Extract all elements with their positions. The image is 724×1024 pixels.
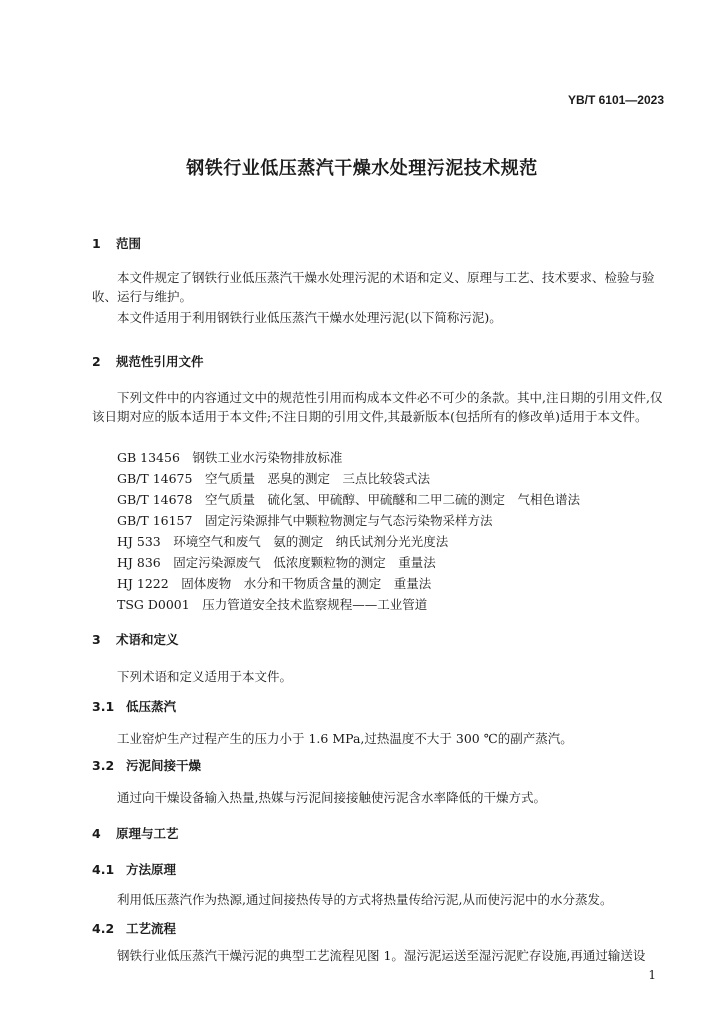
section-4-2-paragraph: 钢铁行业低压蒸汽干燥污泥的典型工艺流程见图 1。湿污泥运送至湿污泥贮存设施,再通过输送设 (117, 948, 646, 963)
section-title: 规范性引用文件 (116, 354, 204, 369)
section-title: 低压蒸汽 (126, 699, 177, 714)
section-2-paragraph-1: 下列文件中的内容通过文中的规范性引用而构成本文件必不可少的条款。其中,注日期的引用文件,仅该日期对应的版本适用于本文件;不注日期的引用文件,其最新版本(包括所有的修改单)适用于本文件。 (92, 390, 663, 424)
reference-item: GB/T 14675 空气质量 恶臭的测定 三点比较袋式法 (117, 471, 430, 486)
section-1-paragraph-2: 本文件适用于利用钢铁行业低压蒸汽干燥水处理污泥(以下简称污泥)。 (117, 310, 502, 325)
reference-item: HJ 1222 固体废物 水分和干物质含量的测定 重量法 (117, 576, 432, 591)
page-number: 1 (648, 968, 656, 982)
section-number: 4.2 (92, 921, 115, 936)
section-2-heading (92, 352, 204, 370)
reference-item: GB 13456 钢铁工业水污染物排放标准 (117, 450, 343, 465)
section-number: 3.2 (92, 758, 115, 773)
section-3-heading (92, 630, 179, 648)
section-4-1-heading (92, 860, 176, 878)
section-title: 原理与工艺 (116, 826, 179, 841)
section-1-paragraph-1: 本文件规定了钢铁行业低压蒸汽干燥水处理污泥的术语和定义、原理与工艺、技术要求、检验与验收、运行与维护。 (92, 270, 655, 304)
reference-item: HJ 533 环境空气和废气 氨的测定 纳氏试剂分光光度法 (117, 534, 449, 549)
section-number: 4 (92, 826, 101, 841)
section-3-1-heading (92, 697, 176, 715)
section-number: 3 (92, 632, 101, 647)
section-number: 4.1 (92, 862, 115, 877)
section-number: 2 (92, 354, 101, 369)
section-title: 术语和定义 (116, 632, 179, 647)
section-3-2-heading (92, 756, 201, 774)
reference-item: TSG D0001 压力管道安全技术监察规程——工业管道 (117, 597, 428, 612)
document-title: 钢铁行业低压蒸汽干燥水处理污泥技术规范 (186, 158, 538, 179)
section-3-paragraph-1: 下列术语和定义适用于本文件。 (117, 669, 293, 684)
section-number: 1 (92, 236, 101, 251)
standard-code: YB/T 6101—2023 (567, 93, 664, 107)
section-1-heading (92, 234, 141, 252)
section-4-1-paragraph: 利用低压蒸汽作为热源,通过间接热传导的方式将热量传给污泥,从而使污泥中的水分蒸发。 (117, 892, 613, 907)
section-title: 工艺流程 (126, 921, 177, 936)
section-4-2-heading (92, 919, 176, 937)
section-3-1-paragraph: 工业窑炉生产过程产生的压力小于 1.6 MPa,过热温度不大于 300 ℃的副产蒸汽。 (117, 731, 573, 746)
section-title: 范围 (116, 236, 142, 251)
section-number: 3.1 (92, 699, 115, 714)
section-3-2-paragraph: 通过向干燥设备输入热量,热媒与污泥间接接触使污泥含水率降低的干燥方式。 (117, 790, 546, 805)
section-title: 污泥间接干燥 (126, 758, 202, 773)
reference-item: GB/T 14678 空气质量 硫化氢、甲硫醇、甲硫醚和二甲二硫的测定 气相色谱法 (117, 492, 580, 507)
section-title: 方法原理 (126, 862, 177, 877)
reference-item: HJ 836 固定污染源废气 低浓度颗粒物的测定 重量法 (117, 555, 436, 570)
reference-item: GB/T 16157 固定污染源排气中颗粒物测定与气态污染物采样方法 (117, 513, 493, 528)
section-4-heading (92, 824, 179, 842)
